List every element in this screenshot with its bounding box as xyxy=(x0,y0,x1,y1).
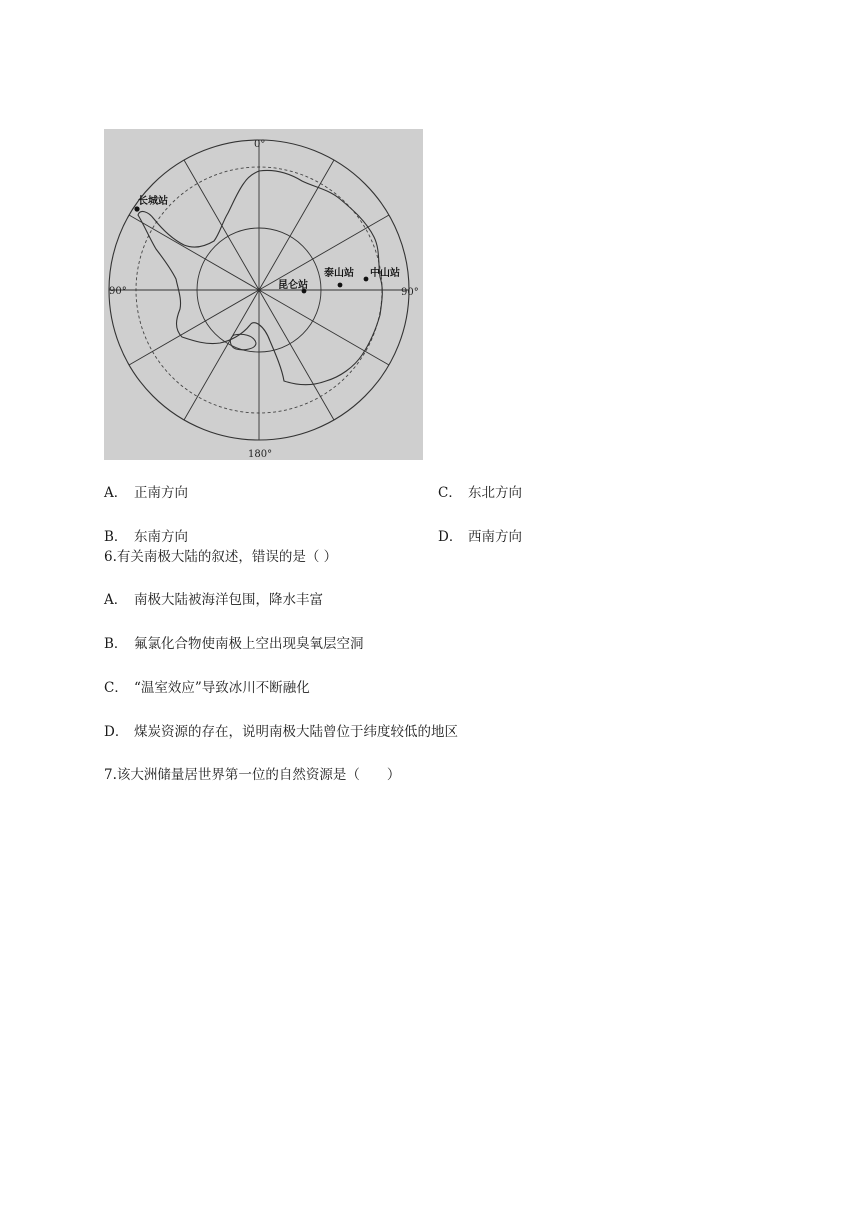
option-letter: B． xyxy=(104,636,128,652)
option-letter: D． xyxy=(438,529,463,545)
longitude-90w-label: 90° xyxy=(109,286,127,297)
option-letter: A． xyxy=(104,485,128,501)
q6-option-c[interactable] xyxy=(104,679,310,697)
q5-option-b[interactable] xyxy=(104,528,188,546)
option-letter: A． xyxy=(104,592,128,608)
changcheng-station-dot xyxy=(134,206,139,211)
option-text: 西南方向 xyxy=(468,529,522,545)
meridian-lines xyxy=(109,140,409,440)
option-text: “温室效应”导致冰川不断融化 xyxy=(134,680,310,696)
zhongshan-station-dot xyxy=(364,277,369,282)
taishan-station-label: 泰山站 xyxy=(324,268,354,279)
kunlun-station-label: 昆仑站 xyxy=(278,280,308,291)
polar-projection-figure xyxy=(104,129,423,460)
longitude-180-label: 180° xyxy=(248,449,273,460)
option-text: 正南方向 xyxy=(134,485,188,501)
longitude-90e-label: 90° xyxy=(401,287,419,298)
ice-shelf-outline xyxy=(230,334,256,349)
q6-stem: 6.有关南极大陆的叙述，错误的是（ ） xyxy=(104,549,338,565)
option-text: 南极大陆被海洋包围，降水丰富 xyxy=(134,592,323,608)
zhongshan-station-label: 中山站 xyxy=(370,268,400,279)
q6-option-d[interactable] xyxy=(104,723,458,741)
antarctica-map xyxy=(104,129,423,460)
longitude-0-label: 0° xyxy=(254,139,266,150)
option-text: 东北方向 xyxy=(468,485,522,501)
taishan-station-dot xyxy=(338,283,343,288)
q5-option-c[interactable] xyxy=(438,484,522,502)
q6-option-a[interactable] xyxy=(104,591,323,609)
q5-option-d[interactable] xyxy=(438,528,522,546)
option-text: 煤炭资源的存在，说明南极大陆曾位于纬度较低的地区 xyxy=(134,724,458,740)
option-letter: C． xyxy=(104,680,128,696)
option-text: 氟氯化合物使南极上空出现臭氧层空洞 xyxy=(134,636,364,652)
option-letter: C． xyxy=(438,485,462,501)
option-text: 东南方向 xyxy=(134,529,188,545)
q7-stem: 7.该大洲储量居世界第一位的自然资源是（ ） xyxy=(104,767,401,783)
option-letter: D． xyxy=(104,724,129,740)
q5-option-a[interactable] xyxy=(104,484,188,502)
q6-option-b[interactable] xyxy=(104,635,364,653)
changcheng-station-label: 长城站 xyxy=(138,196,168,207)
option-letter: B． xyxy=(104,529,128,545)
